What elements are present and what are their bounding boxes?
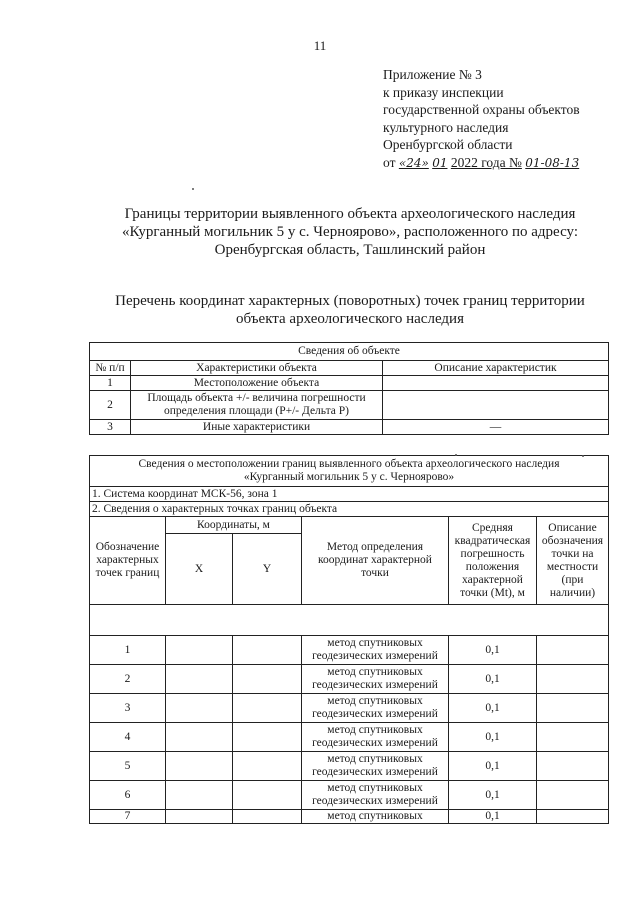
table-row (90, 391, 609, 420)
row-y (233, 723, 302, 752)
row-error: 0,1 (449, 665, 537, 694)
col-header-description: Описание обозначения точки на местности (при наличии) (537, 517, 609, 605)
row-error: 0,1 (449, 781, 537, 810)
row-x (166, 694, 233, 723)
row-point: 4 (90, 723, 166, 752)
appendix-line: Оренбургской области (383, 137, 513, 152)
row-description (537, 810, 609, 824)
row-description (537, 752, 609, 781)
row-x (166, 752, 233, 781)
col-header-y: Y (233, 534, 302, 605)
object-table-heading: Сведения об объекте (90, 343, 609, 361)
row-y (233, 636, 302, 665)
row-method: метод спутниковых геодезических измерений (302, 694, 449, 723)
row-error: 0,1 (449, 723, 537, 752)
row-description (537, 636, 609, 665)
table-row (90, 420, 609, 435)
row-num: 2 (90, 391, 131, 420)
row-num: 1 (90, 376, 131, 391)
col-header-num: № п/п (90, 361, 131, 376)
table-row (90, 376, 609, 391)
row-method: метод спутниковых геодезических измерений (302, 752, 449, 781)
subtitle-line: Перечень координат характерных (поворотных) точек границ территории (115, 293, 585, 309)
row-description (383, 376, 609, 391)
row-description (383, 391, 609, 420)
title-line: Границы территории выявленного объекта археологического наследия (124, 206, 576, 222)
row-x (166, 810, 233, 824)
object-info-table (89, 342, 609, 435)
row-characteristic: Иные характеристики (131, 420, 383, 435)
row-y (233, 781, 302, 810)
row-point: 1 (90, 636, 166, 665)
row-method: метод спутниковых геодезических измерений (302, 665, 449, 694)
document-subtitle (80, 292, 620, 328)
row-method: метод спутниковых геодезических измерений (302, 636, 449, 665)
coordinate-system: 1. Система координат МСК-56, зона 1 (90, 487, 609, 502)
row-description (537, 694, 609, 723)
heading-line: «Курганный могильник 5 у с. Черноярово» (243, 471, 455, 483)
row-description (537, 781, 609, 810)
table-row (90, 810, 609, 824)
row-y (233, 694, 302, 723)
row-x (166, 723, 233, 752)
row-error: 0,1 (449, 636, 537, 665)
row-error: 0,1 (449, 694, 537, 723)
table-row (90, 636, 609, 665)
row-x (166, 665, 233, 694)
row-num: 3 (90, 420, 131, 435)
page-number: 11 (313, 38, 327, 53)
title-line: «Курганный могильник 5 у с. Черноярово», расположенного по адресу: (121, 224, 579, 240)
date-year: 2022 года № (450, 154, 522, 170)
row-method: метод спутниковых (302, 810, 449, 824)
row-method: метод спутниковых геодезических измерений (302, 781, 449, 810)
blank-row (90, 605, 609, 636)
row-y (233, 810, 302, 824)
appendix-line: культурного наследия (383, 119, 509, 135)
title-line: Оренбургская область, Ташлинский район (214, 242, 486, 258)
row-description (537, 723, 609, 752)
row-x (166, 781, 233, 810)
row-description (537, 665, 609, 694)
order-number: 01-08-13 (525, 155, 580, 170)
subtitle-line: объекта археологического наследия (236, 311, 464, 327)
col-header-description: Описание характеристик (383, 361, 609, 376)
row-characteristic: Площадь объекта +/- величина погрешности определения площади (P+/- Дельта P) (131, 391, 383, 420)
row-point: 7 (90, 810, 166, 824)
scan-speck (455, 454, 457, 456)
col-header-characteristic: Характеристики объекта (131, 361, 383, 376)
row-x (166, 636, 233, 665)
row-point: 6 (90, 781, 166, 810)
date-day: «24» (398, 155, 429, 170)
row-method: метод спутниковых геодезических измерений (302, 723, 449, 752)
scan-speck (582, 455, 584, 457)
scan-speck (192, 188, 194, 190)
col-header-x: X (166, 534, 233, 605)
boundary-points-table (89, 455, 609, 824)
row-point: 5 (90, 752, 166, 781)
row-characteristic: Местоположение объекта (131, 376, 383, 391)
appendix-block (383, 66, 580, 172)
appendix-line: к приказу инспекции (383, 84, 504, 100)
col-header-point: Обозначение характерных точек границ (90, 517, 166, 605)
date-month: 01 (432, 155, 448, 170)
col-header-method: Метод определения координат характерной точки (302, 517, 449, 605)
row-y (233, 752, 302, 781)
boundary-table-heading (90, 456, 609, 487)
table-row (90, 752, 609, 781)
col-header-coords: Координаты, м (166, 517, 302, 534)
table-row (90, 665, 609, 694)
heading-line: Сведения о местоположении границ выявленного объекта археологического наследия (138, 458, 560, 470)
row-error: 0,1 (449, 752, 537, 781)
appendix-date-line (383, 154, 580, 173)
col-header-error: Средняя квадратическая погрешность положения характерной точки (Mt), м (449, 517, 537, 605)
row-error: 0,1 (449, 810, 537, 824)
row-point: 3 (90, 694, 166, 723)
table-row (90, 723, 609, 752)
appendix-line: Приложение № 3 (383, 67, 482, 82)
date-prefix: от (383, 154, 396, 170)
table-row (90, 694, 609, 723)
row-description: — (383, 420, 609, 435)
points-section-title: 2. Сведения о характерных точках границ объекта (90, 502, 609, 517)
table-row (90, 781, 609, 810)
document-title (80, 205, 620, 259)
row-point: 2 (90, 665, 166, 694)
appendix-line: государственной охраны объектов (383, 102, 580, 117)
row-y (233, 665, 302, 694)
